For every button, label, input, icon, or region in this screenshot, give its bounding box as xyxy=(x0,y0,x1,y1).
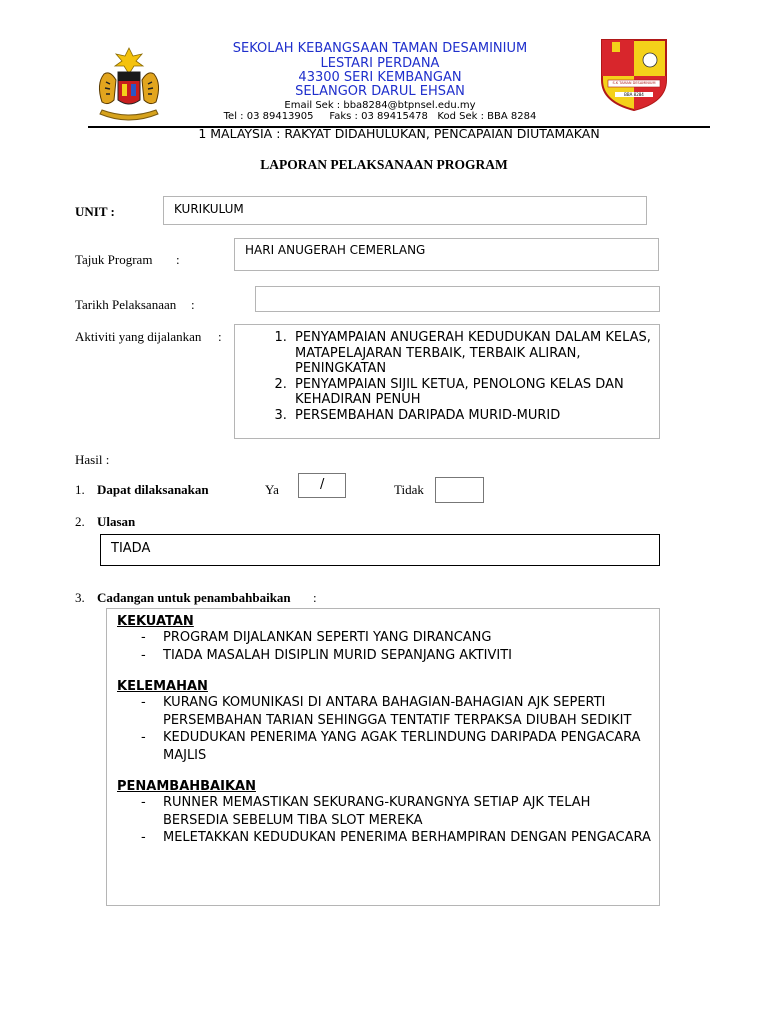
school-name: SEKOLAH KEBANGSAAN TAMAN DESAMINIUM xyxy=(232,41,528,56)
address-line-1: LESTARI PERDANA xyxy=(320,56,440,71)
q2-label: Ulasan xyxy=(97,514,136,529)
ulasan-value: TIADA xyxy=(111,541,151,556)
address-line-2: 43300 SERI KEMBANGAN xyxy=(298,70,462,85)
penambahbaikan-title: PENAMBAHBAIKAN xyxy=(117,779,256,794)
ya-checkbox-mark: / xyxy=(320,477,325,492)
tarikh-field[interactable] xyxy=(255,286,660,312)
school-logo-text: S.K TAMAN DESAMINIUM xyxy=(612,81,656,85)
aktiviti-item: 1. PENYAMPAIAN ANUGERAH KEDUDUKAN DALAM KELAS, MATAPELAJARAN TERBAIK, TERBAIK ALIRAN, PENINGKATAN xyxy=(291,330,659,377)
kelemahan-list xyxy=(117,694,659,764)
q3-label: Cadangan untuk penambahbaikan xyxy=(97,590,291,605)
tajuk-field[interactable] xyxy=(234,238,659,271)
unit-field[interactable] xyxy=(163,196,647,225)
tidak-checkbox[interactable] xyxy=(435,477,484,503)
kekuatan-item: - PROGRAM DIJALANKAN SEPERTI YANG DIRANCANG xyxy=(117,629,659,647)
tajuk-colon: : xyxy=(176,252,180,267)
ya-checkbox[interactable] xyxy=(298,473,346,498)
aktiviti-list xyxy=(235,330,659,423)
penambahbaikan-item: - MELETAKKAN KEDUDUKAN PENERIMA BERHAMPIRAN DENGAN PENGACARA xyxy=(117,829,659,847)
address-line-3: SELANGOR DARUL EHSAN xyxy=(295,84,465,99)
aktiviti-item: 3. PERSEMBAHAN DARIPADA MURID-MURID xyxy=(291,408,659,424)
penambahbaikan-item: - RUNNER MEMASTIKAN SEKURANG-KURANGNYA SETIAP AJK TELAH BERSEDIA SEBELUM TIBA SLOT MEREKA xyxy=(117,794,659,829)
cadangan-field[interactable] xyxy=(106,608,660,906)
ya-label: Ya xyxy=(265,482,279,497)
tidak-label: Tidak xyxy=(394,482,424,497)
penambahbaikan-list xyxy=(117,794,659,847)
page-title: LAPORAN PELAKSANAAN PROGRAM xyxy=(260,157,508,172)
q3-colon: : xyxy=(313,590,317,605)
aktiviti-label: Aktiviti yang dijalankan xyxy=(75,329,202,344)
ulasan-field[interactable] xyxy=(100,534,660,566)
school-email: Email Sek : bba8284@btpnsel.edu.my xyxy=(284,100,476,111)
hasil-label: Hasil : xyxy=(75,452,110,467)
q3-number: 3. xyxy=(75,590,85,605)
unit-label: UNIT : xyxy=(75,204,115,219)
unit-value: KURIKULUM xyxy=(174,202,244,216)
tarikh-label: Tarikh Pelaksanaan xyxy=(75,297,177,312)
q1-number: 1. xyxy=(75,482,85,497)
kelemahan-item: - KURANG KOMUNIKASI DI ANTARA BAHAGIAN-BAHAGIAN AJK SEPERTI PERSEMBAHAN TARIAN SEHINGGA TENTATIF TERPAKSA DIUBAH SEDIKIT xyxy=(117,694,659,729)
school-contact: Tel : 03 89413905 Faks : 03 89415478 Kod Sek : BBA 8284 xyxy=(223,111,537,122)
aktiviti-field[interactable] xyxy=(234,324,660,439)
kekuatan-title: KEKUATAN xyxy=(117,614,194,629)
motto: 1 MALAYSIA : RAKYAT DIDAHULUKAN, PENCAPAIAN DIUTAMAKAN xyxy=(198,126,600,141)
q1-label: Dapat dilaksanakan xyxy=(97,482,209,497)
tajuk-value: HARI ANUGERAH CEMERLANG xyxy=(245,243,426,257)
kekuatan-list xyxy=(117,629,659,664)
tarikh-colon: : xyxy=(191,297,195,312)
kelemahan-title: KELEMAHAN xyxy=(117,679,208,694)
aktiviti-colon: : xyxy=(218,329,222,344)
school-logo-icon xyxy=(598,36,670,112)
kelemahan-item: - KEDUDUKAN PENERIMA YANG AGAK TERLINDUNG DARIPADA PENGACARA MAJLIS xyxy=(117,729,659,764)
school-logo-code: BBA 8284 xyxy=(624,92,644,97)
aktiviti-item: 2. PENYAMPAIAN SIJIL KETUA, PENOLONG KELAS DAN KEHADIRAN PENUH xyxy=(291,377,659,408)
malaysia-coat-of-arms-icon xyxy=(88,44,170,126)
tajuk-label: Tajuk Program xyxy=(75,252,153,267)
q2-number: 2. xyxy=(75,514,85,529)
kekuatan-item: - TIADA MASALAH DISIPLIN MURID SEPANJANG AKTIVITI xyxy=(117,647,659,665)
